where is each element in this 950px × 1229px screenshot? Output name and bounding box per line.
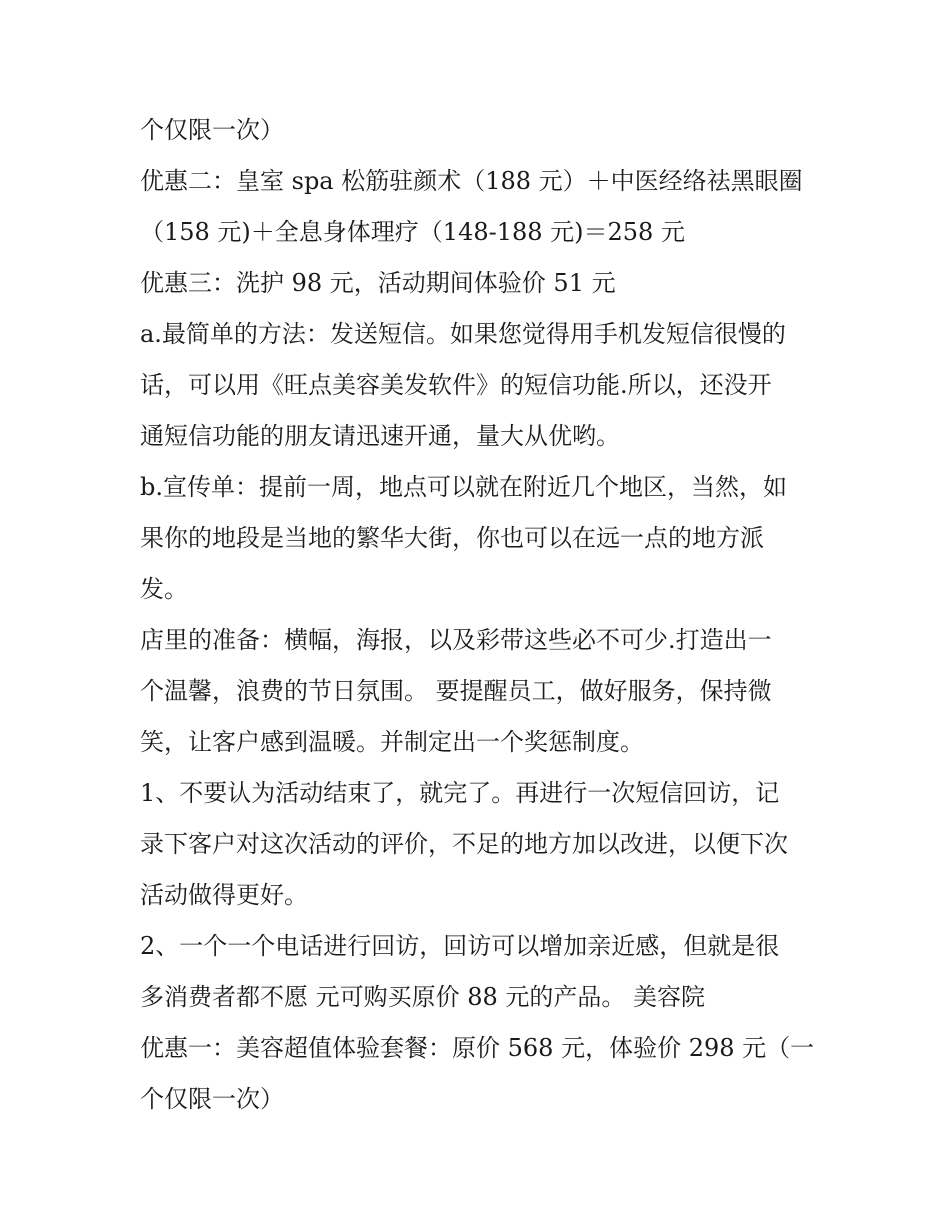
- text-line: 2、一个一个电话进行回访，回访可以增加亲近感，但就是很: [140, 932, 780, 960]
- text-line: a.最简单的方法：发送短信。如果您觉得用手机发短信很慢的: [140, 320, 786, 348]
- text-line: 笑，让客户感到温暖。并制定出一个奖惩制度。: [140, 728, 644, 756]
- text-line: 个温馨，浪费的节日氛围。 要提醒员工，做好服务，保持微: [140, 677, 772, 705]
- text-line: 个仅限一次）: [140, 1085, 284, 1113]
- document-body: [140, 105, 820, 1125]
- text-line: 1、不要认为活动结束了，就完了。再进行一次短信回访，记: [140, 779, 780, 807]
- text-line: 优惠三：洗护 98 元，活动期间体验价 51 元: [140, 269, 616, 297]
- text-line: （158 元)＋全息身体理疗（148-188 元)＝258 元: [140, 218, 685, 246]
- text-line: 话，可以用《旺点美容美发软件》的短信功能.所以，还没开: [140, 371, 772, 399]
- text-line: 通短信功能的朋友请迅速开通，量大从优哟。: [140, 422, 620, 450]
- text-line: 录下客户对这次活动的评价，不足的地方加以改进，以便下次: [140, 830, 788, 858]
- text-line: 店里的准备：横幅，海报，以及彩带这些必不可少.打造出一: [140, 626, 772, 654]
- text-line: 活动做得更好。: [140, 881, 308, 909]
- text-line: 果你的地段是当地的繁华大街，你也可以在远一点的地方派: [140, 524, 764, 552]
- text-line: 发。: [140, 575, 188, 603]
- text-line: 多消费者都不愿 元可购买原价 88 元的产品。 美容院: [140, 983, 706, 1011]
- text-line: b.宣传单：提前一周，地点可以就在附近几个地区，当然，如: [140, 473, 787, 501]
- text-line: 优惠一：美容超值体验套餐：原价 568 元，体验价 298 元（一: [140, 1034, 815, 1062]
- text-line: 优惠二：皇室 spa 松筋驻颜术（188 元）＋中医经络祛黑眼圈: [140, 167, 803, 195]
- text-line: 个仅限一次）: [140, 116, 284, 144]
